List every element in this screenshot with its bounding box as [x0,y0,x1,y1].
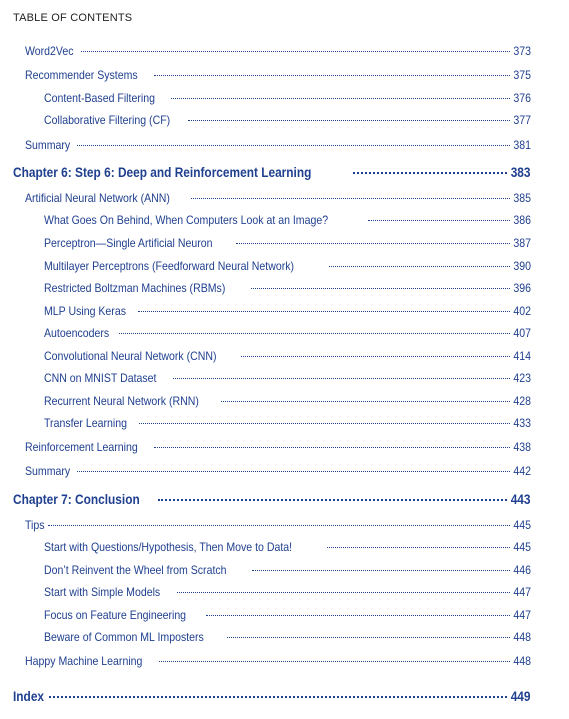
toc-entry-page: 396 [513,281,531,295]
dot-leader [188,120,510,121]
toc-entry-page: 447 [513,585,531,599]
toc-entry-page: 373 [513,44,531,58]
toc-entry-page: 447 [513,608,531,622]
dot-leader [159,661,510,662]
dot-leader [252,570,510,571]
toc-chapter-entry[interactable] [13,689,531,704]
toc-entry-title: MLP Using Keras [44,304,126,318]
toc-entry-page: 381 [513,138,531,152]
dot-leader [353,172,507,174]
toc-entry[interactable] [44,259,531,273]
dot-leader [368,220,510,221]
toc-entry[interactable] [44,304,531,318]
dot-leader [77,145,510,146]
toc-entry-title: Reinforcement Learning [25,440,138,454]
toc-entry[interactable] [44,326,531,340]
toc-entry-page: 387 [513,236,531,250]
toc-chapter-entry[interactable] [13,165,531,180]
toc-entry[interactable] [44,585,531,599]
toc-entry[interactable] [25,518,531,532]
toc-entry-title: Don’t Reinvent the Wheel from Scratch [44,563,227,577]
toc-entry[interactable] [25,440,531,454]
toc-entry-title: Happy Machine Learning [25,654,143,668]
toc-entry-page: 446 [513,563,531,577]
toc-entry[interactable] [44,371,531,385]
toc-entry[interactable] [44,563,531,577]
toc-entry[interactable] [44,113,531,127]
toc-entry[interactable] [44,608,531,622]
toc-entry-title: Chapter 6: Step 6: Deep and Reinforcement Learning [13,165,312,180]
dot-leader [227,637,510,638]
toc-entry-title: Multilayer Perceptrons (Feedforward Neural Network) [44,259,295,273]
toc-entry[interactable] [44,416,531,430]
toc-entry-page: 438 [513,440,531,454]
toc-entry-title: Summary [25,138,71,152]
dot-leader [171,98,510,99]
toc-entry-title: Word2Vec [25,44,74,58]
toc-entry-page: 448 [513,654,531,668]
dot-leader [119,333,510,334]
toc-entry-page: 376 [513,91,531,105]
toc-entry[interactable] [25,138,531,152]
toc-entry-page: 414 [513,349,531,363]
toc-entry[interactable] [44,394,531,408]
toc-entry-page: 445 [513,540,531,554]
toc-entry-page: 383 [511,165,531,180]
running-header: TABLE OF CONTENTS [13,12,133,24]
dot-leader [236,243,510,244]
toc-entry[interactable] [44,91,531,105]
toc-entry-page: 385 [513,191,531,205]
dot-leader [138,311,510,312]
toc-entry-title: Convolutional Neural Network (CNN) [44,349,217,363]
toc-entry[interactable] [44,213,531,227]
toc-entry[interactable] [44,236,531,250]
toc-entry-title: Index [13,689,45,704]
dot-leader [251,288,510,289]
dot-leader [154,75,510,76]
toc-entry-page: 377 [513,113,531,127]
dot-leader [177,592,510,593]
toc-entry[interactable] [25,68,531,82]
toc-entry-page: 375 [513,68,531,82]
toc-entry-page: 448 [513,630,531,644]
toc-entry-title: Beware of Common ML Imposters [44,630,204,644]
toc-entry-page: 402 [513,304,531,318]
dot-leader [49,696,507,698]
toc-entry[interactable] [25,44,531,58]
toc-entry-title: Chapter 7: Conclusion [13,492,140,507]
dot-leader [81,51,510,52]
toc-entry[interactable] [44,349,531,363]
toc-entry-title: CNN on MNIST Dataset [44,371,157,385]
toc-entry[interactable] [44,630,531,644]
toc-entry-title: Artificial Neural Network (ANN) [25,191,170,205]
toc-entry-title: Collaborative Filtering (CF) [44,113,171,127]
toc-entry-page: 433 [513,416,531,430]
toc-entry-title: Tips [25,518,45,532]
toc-entry-title: Restricted Boltzman Machines (RBMs) [44,281,226,295]
toc-entry-title: Content-Based Filtering [44,91,155,105]
toc-entry-page: 423 [513,371,531,385]
dot-leader [327,547,510,548]
toc-entry-page: 443 [511,492,531,507]
dot-leader [221,401,510,402]
toc-entry[interactable] [25,654,531,668]
dot-leader [154,447,510,448]
toc-entry-title: Start with Questions/Hypothesis, Then Move to Data! [44,540,293,554]
toc-entry-title: Summary [25,464,71,478]
toc-entry-title: What Goes On Behind, When Computers Look at an Image? [44,213,329,227]
dot-leader [48,525,510,526]
toc-entry-title: Focus on Feature Engineering [44,608,187,622]
toc-entry-page: 407 [513,326,531,340]
dot-leader [241,356,510,357]
toc-entry-title: Perceptron—Single Artificial Neuron [44,236,213,250]
toc-entry[interactable] [44,281,531,295]
toc-entry-title: Autoencoders [44,326,110,340]
dot-leader [158,499,507,501]
toc-entry-page: 428 [513,394,531,408]
toc-entry[interactable] [25,191,531,205]
dot-leader [139,423,510,424]
toc-entry-page: 449 [511,689,531,704]
toc-entry-title: Recommender Systems [25,68,138,82]
toc-entry-title: Recurrent Neural Network (RNN) [44,394,199,408]
dot-leader [206,615,510,616]
toc-chapter-entry[interactable] [13,492,531,507]
dot-leader [329,266,510,267]
dot-leader [173,378,510,379]
toc-entry[interactable] [44,540,531,554]
dot-leader [77,471,510,472]
toc-entry[interactable] [25,464,531,478]
toc-entry-page: 390 [513,259,531,273]
toc-entry-page: 445 [513,518,531,532]
toc-entry-page: 442 [513,464,531,478]
dot-leader [191,198,510,199]
toc-entry-title: Transfer Learning [44,416,127,430]
toc-entry-page: 386 [513,213,531,227]
toc-entry-title: Start with Simple Models [44,585,161,599]
